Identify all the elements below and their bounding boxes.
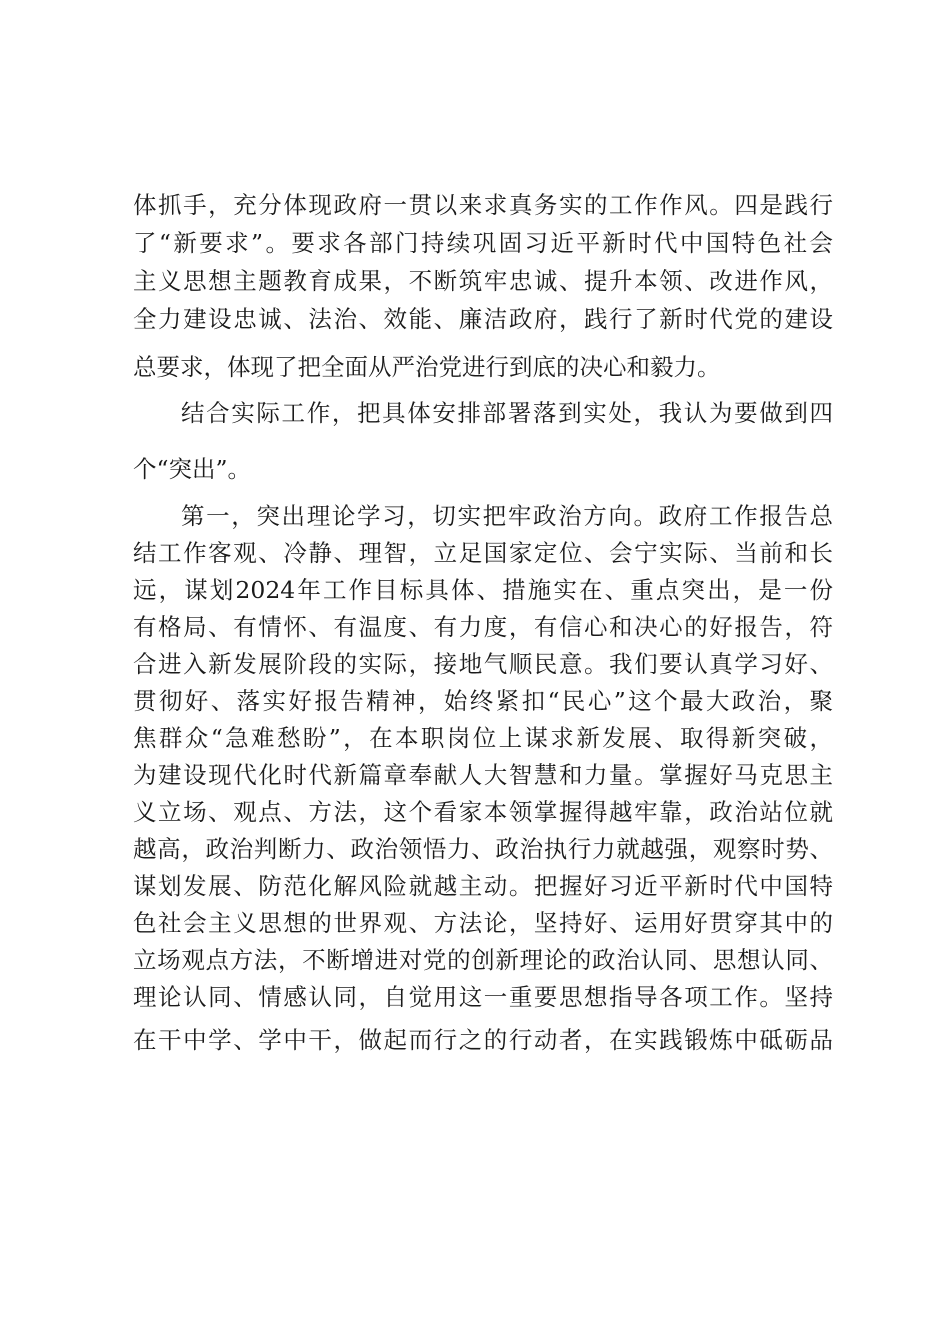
paragraph-3-line-10: 越高，政治判断力、政治领悟力、政治执行力就越强，观察时势、 bbox=[133, 835, 833, 863]
paragraph-1-line-1: 体抓手，充分体现政府一贯以来求真务实的工作作风。四是践行 bbox=[133, 191, 833, 219]
paragraph-1-line-4: 全力建设忠诚、法治、效能、廉洁政府，践行了新时代党的建设 bbox=[133, 305, 833, 333]
paragraph-3-line-4: 有格局、有情怀、有温度、有力度，有信心和决心的好报告，符 bbox=[133, 613, 833, 641]
paragraph-3-line-15: 在干中学、学中干，做起而行之的行动者，在实践锻炼中砥砺品 bbox=[133, 1026, 833, 1054]
paragraph-1-line-2: 了“新要求”。要求各部门持续巩固习近平新时代中国特色社会 bbox=[133, 229, 833, 257]
paragraph-3-line-8: 为建设现代化时代新篇章奉献人大智慧和力量。掌握好马克思主 bbox=[133, 761, 833, 789]
document-body bbox=[133, 188, 833, 1057]
paragraph-3-line-14: 理论认同、情感认同，自觉用这一重要思想指导各项工作。坚持 bbox=[133, 983, 833, 1011]
paragraph-1-line-3: 主义思想主题教育成果，不断筑牢忠诚、提升本领、改进作风， bbox=[133, 267, 833, 295]
paragraph-2-line-2: 个“突出”。 bbox=[133, 455, 252, 483]
paragraph-1-line-5: 总要求，体现了把全面从严治党进行到底的决心和毅力。 bbox=[133, 353, 721, 381]
paragraph-3-line-11: 谋划发展、防范化解风险就越主动。把握好习近平新时代中国特 bbox=[133, 872, 833, 900]
paragraph-3-line-9: 义立场、观点、方法，这个看家本领掌握得越牢靠，政治站位就 bbox=[133, 798, 833, 826]
paragraph-3-line-1: 第一，突出理论学习，切实把牢政治方向。政府工作报告总 bbox=[181, 502, 833, 530]
paragraph-3-line-5: 合进入新发展阶段的实际，接地气顺民意。我们要认真学习好、 bbox=[133, 650, 833, 678]
paragraph-3-line-13: 立场观点方法，不断增进对党的创新理论的政治认同、思想认同、 bbox=[133, 946, 833, 974]
paragraph-3-line-2: 结工作客观、冷静、理智，立足国家定位、会宁实际、当前和长 bbox=[133, 539, 833, 567]
paragraph-3-line-12: 色社会主义思想的世界观、方法论，坚持好、运用好贯穿其中的 bbox=[133, 909, 833, 937]
paragraph-3-line-3: 远，谋划2024年工作目标具体、措施实在、重点突出，是一份 bbox=[133, 576, 833, 604]
paragraph-3-line-6: 贯彻好、落实好报告精神，始终紧扣“民心”这个最大政治，聚 bbox=[133, 687, 833, 715]
paragraph-2-line-1: 结合实际工作，把具体安排部署落到实处，我认为要做到四 bbox=[181, 399, 833, 427]
paragraph-3-line-7: 焦群众“急难愁盼”，在本职岗位上谋求新发展、取得新突破， bbox=[133, 724, 833, 752]
